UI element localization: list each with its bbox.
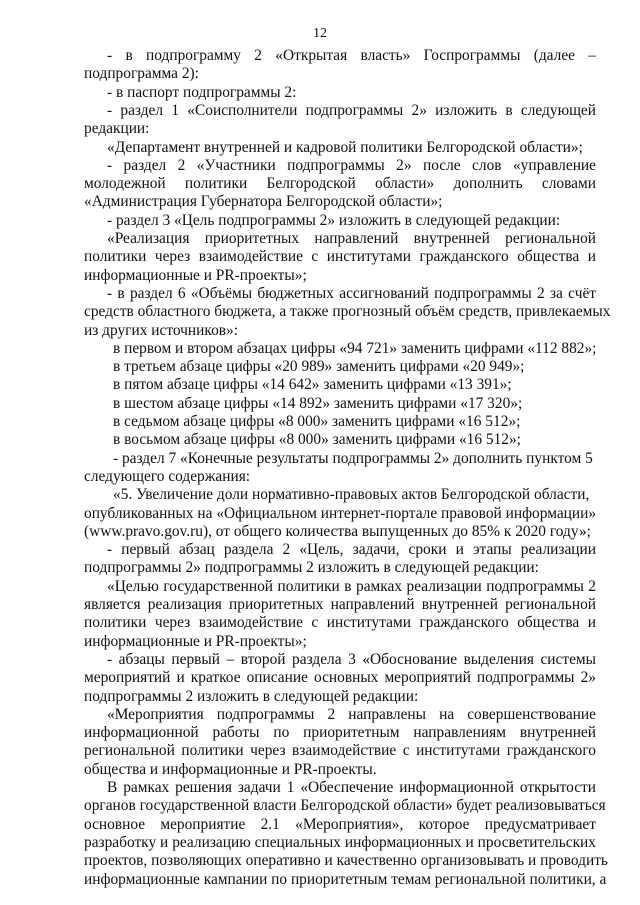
text-line: «Департамент внутренней и кадровой политики Белгородской области»; bbox=[107, 138, 583, 156]
text-line: В рамках решения задачи 1 «Обеспечение информационной открытости bbox=[107, 779, 596, 796]
text-line: - абзацы первый – второй раздела 3 «Обоснование выделения системы bbox=[107, 650, 596, 668]
text-line: (www.pravo.gov.ru), от общего количества выпущенных до 85% к 2020 году»; bbox=[84, 522, 591, 540]
text-line: из других источников»: bbox=[84, 321, 239, 339]
text-line: является реализация приоритетных направлений внутренней региональной bbox=[84, 596, 596, 613]
text-line: «Целью государственной политики в рамках реализации подпрограммы 2 bbox=[107, 577, 596, 595]
text-line: следующего содержания: bbox=[84, 467, 251, 485]
text-line: подпрограмма 2): bbox=[84, 65, 199, 83]
text-line: «Администрация Губернатора Белгородской области»; bbox=[84, 193, 443, 211]
text-line: региональной политики через взаимодействие с институтами гражданского bbox=[84, 742, 596, 760]
text-line: - раздел 3 «Цель подпрограммы 2» изложить в следующей редакции: bbox=[107, 211, 561, 229]
text-line: в третьем абзаце цифры «20 989» заменить цифрами «20 949»; bbox=[113, 358, 525, 376]
text-line: разработку и реализацию специальных информационных и просветительских bbox=[84, 833, 596, 851]
text-line: редакции: bbox=[84, 120, 150, 138]
text-line: политики через взаимодействие с институтами гражданского общества и bbox=[84, 248, 596, 266]
text-line: - в раздел 6 «Объёмы бюджетных ассигнований подпрограммы 2 за счёт bbox=[107, 284, 596, 302]
text-line: - раздел 1 «Соисполнители подпрограммы 2» изложить в следующей bbox=[107, 101, 596, 119]
text-line: информационной работы по приоритетным направлениям внутренней bbox=[84, 724, 596, 742]
text-line: в седьмом абзаце цифры «8 000» заменить цифрами «16 512»; bbox=[113, 413, 521, 430]
text-line: информационные и PR-проекты»; bbox=[84, 266, 307, 284]
text-line: «5. Увеличение доли нормативно-правовых актов Белгородской области, bbox=[113, 486, 590, 504]
text-line: - в паспорт подпрограммы 2: bbox=[107, 83, 297, 101]
text-line: органов государственной власти Белгородской области» будет реализовываться bbox=[84, 797, 606, 815]
text-line: «Мероприятия подпрограммы 2 направлены на совершенствование bbox=[107, 705, 596, 723]
text-line: общества и информационные и PR-проекты. bbox=[84, 760, 377, 778]
text-line: информационные кампании по приоритетным темам региональной политики, а bbox=[84, 870, 607, 888]
text-line: - в подпрограмму 2 «Открытая власть» Госпрограммы (далее – bbox=[107, 47, 596, 64]
text-line: политики через взаимодействие с институтами гражданского общества и bbox=[84, 614, 596, 632]
text-line: проектов, позволяющих оперативно и качественно организовывать и проводить bbox=[84, 852, 608, 870]
text-line: молодежной политики Белгородской области» дополнить словами bbox=[84, 175, 596, 193]
text-line: средств областного бюджета, а также прогнозный объём средств, привлекаемых bbox=[84, 303, 611, 321]
text-line: мероприятий и краткое описание основных мероприятий подпрограммы 2» bbox=[84, 669, 596, 687]
text-line: - раздел 7 «Конечные результаты подпрограммы 2» дополнить пунктом 5 bbox=[113, 449, 593, 467]
text-line: - первый абзац раздела 2 «Цель, задачи, сроки и этапы реализации bbox=[107, 541, 596, 559]
text-line: опубликованных на «Официальном интернет-портале правовой информации» bbox=[84, 504, 597, 522]
text-line: подпрограммы 2» подпрограммы 2 изложить в следующей редакции: bbox=[84, 559, 539, 577]
text-line: - раздел 2 «Участники подпрограммы 2» после слов «управление bbox=[107, 156, 596, 174]
text-line: в шестом абзаце цифры «14 892» заменить цифрами «17 320»; bbox=[113, 394, 523, 412]
text-line: основное мероприятие 2.1 «Мероприятия», которое предусматривает bbox=[84, 815, 596, 833]
text-line: информационные и PR-проекты»; bbox=[84, 632, 307, 650]
text-line: в первом и втором абзацах цифры «94 721» заменить цифрами «112 882»; bbox=[113, 339, 597, 357]
text-line: в восьмом абзаце цифры «8 000» заменить цифрами «16 512»; bbox=[113, 431, 521, 449]
text-line: «Реализация приоритетных направлений внутренней региональной bbox=[107, 230, 596, 247]
page-number: 12 bbox=[313, 26, 327, 41]
text-line: в пятом абзаце цифры «14 642» заменить цифрами «13 391»; bbox=[113, 376, 512, 394]
text-line: подпрограммы 2 изложить в следующей редакции: bbox=[84, 687, 419, 705]
